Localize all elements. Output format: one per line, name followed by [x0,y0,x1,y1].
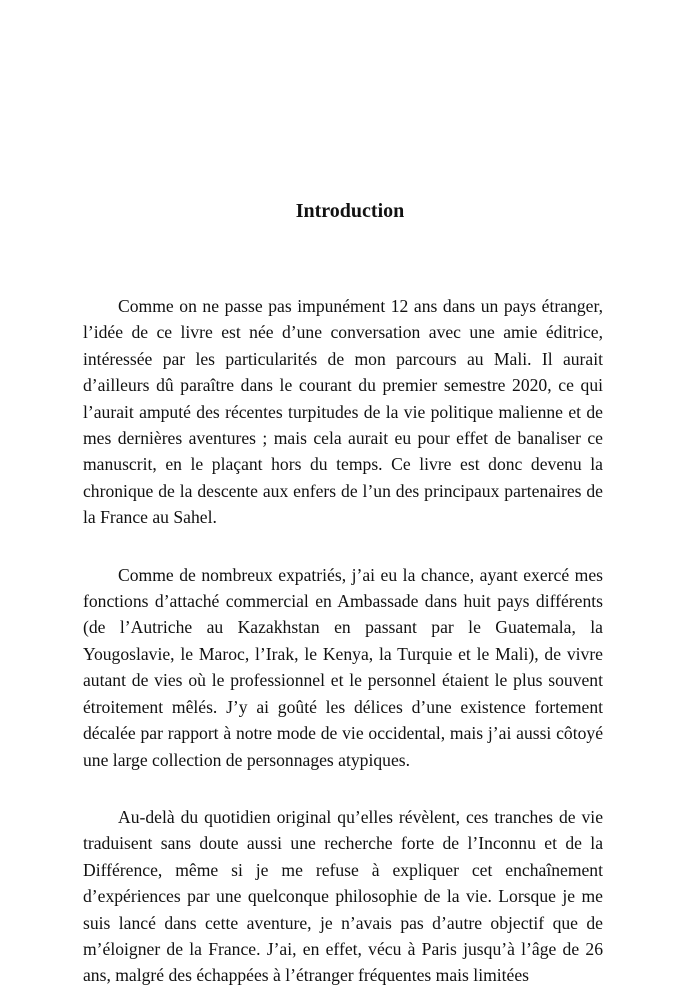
body-text [83,293,603,989]
paragraph-2: Comme de nombreux expatriés, j’ai eu la chance, ayant exercé mes fonctions d’attaché commercial en Ambassade dans huit pays différents (de l’Autriche au Kazakhstan en passant par le Guatemala, la Yougoslavie, le Maroc, l’Irak, le Kenya, la Turquie et le Mali), de vivre autant de vies où le professionnel et le personnel étaient le plus souvent étroitement mêlés. J’y ai goûté les délices d’une existence fortement décalée par rapport à notre mode de vie occidental, mais j’ai aussi côtoyé une large collection de personnages atypiques. [83,564,603,770]
page-title: Introduction [295,200,405,222]
paragraph-3: Au-delà du quotidien original qu’elles révèlent, ces tranches de vie traduisent sans doute aussi une recherche forte de l’Inconnu et de la Différence, même si je me refuse à expliquer cet enchaînement d’expériences par une quelconque philosophie de la vie. Lorsque je me suis lancé dans cette aventure, je n’avais pas d’autre objectif que de m’éloigner de la France. J’ai, en effet, vécu à Paris jusqu’à l’âge de 26 ans, malgré des échappées à l’étranger fréquentes mais limitées [83,806,603,986]
paragraph-1: Comme on ne passe pas impunément 12 ans dans un pays étranger, l’idée de ce livre est née d’une conversation avec une amie éditrice, intéressée par les particularités de mon parcours au Mali. Il aurait d’ailleurs dû paraître dans le courant du premier semestre 2020, ce qui l’aurait amputé des récentes turpitudes de la vie politique malienne et de mes dernières aventures ; mais cela aurait eu pour effet de banaliser ce manuscrit, en le plaçant hors du temps. Ce livre est donc devenu la chronique de la descente aux enfers de l’un des principaux partenaires de la France au Sahel. [83,296,603,528]
